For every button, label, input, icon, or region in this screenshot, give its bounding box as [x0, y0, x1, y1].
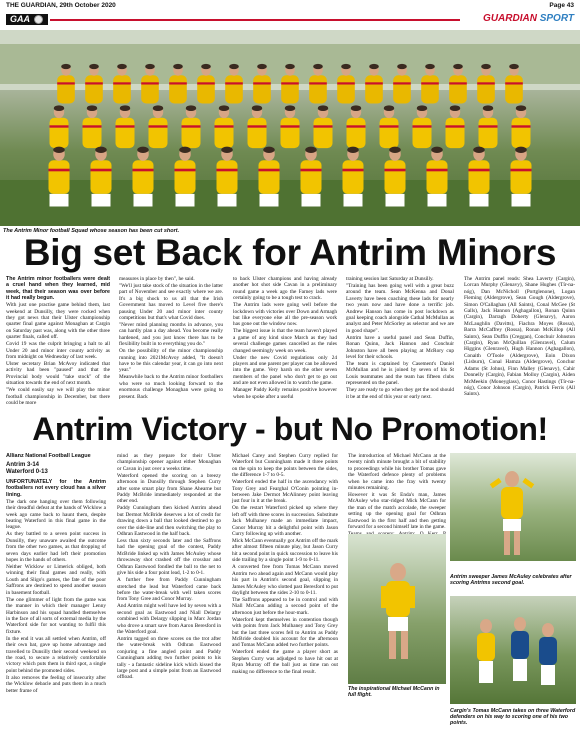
headline-victory: Antrim Victory - but No Promotion!	[32, 411, 548, 447]
mccann-player-figure	[348, 534, 446, 684]
article-paragraph: The biggest issue is that the team haven't played a game of any kind since March as they had several challenge games cancelled as the rules changed seemingly week on week.	[233, 328, 337, 354]
article-paragraph: Meanwhile back to the Antrim minor footballers who were so much looking forward to the enormous challenge Monaghan were going to present. Back	[119, 374, 223, 400]
article-paragraph: mind as they prepare for their Ulster championship opener against either Monaghan or Cavan in just over a weeks time.	[117, 453, 221, 472]
story1-column-3	[233, 276, 337, 408]
article-paragraph: to back Ulster champions and having already another hot shot side Cavan in a preliminary round game a week ago the Farney lads were certainly going to be a tough test to crack.	[233, 276, 337, 302]
article-paragraph: Under the new Covid regulations only 24 players and one parent per player can be allowed into the game. Very harsh on the other seven members of the panel who don't get to go out and are not even allowed in to watch the game.	[233, 354, 337, 387]
squad-player	[427, 147, 448, 207]
section-banner	[0, 12, 580, 28]
story1-column-4	[346, 276, 454, 408]
article-paragraph: "Training has been going well with a great buzz around the team. Sean McKenna and Donal Laverty have been coaching these lads for nearly two years now and have done a terrific job. Andrew Hanson has come in post lockdown as goal keeping coach alongside Cathal McMullan as analyst and Peter McSorley as selector and we are in good shape".	[346, 283, 454, 334]
squad-player	[182, 105, 201, 148]
squad-player	[380, 105, 399, 148]
mcauley-photo-caption: Antrim sweeper James McAuley celebrates after scoring Antrims second goal.	[450, 574, 572, 587]
story2-column-3	[232, 453, 338, 735]
mcauley-player-figure	[450, 453, 576, 561]
squad-player	[215, 105, 234, 148]
squad-player	[385, 147, 406, 207]
squad-player	[512, 105, 531, 148]
photo-james-mcauley	[450, 453, 576, 561]
article-paragraph: The one glimmer of light from the game was the manner in which their manager Lenny Harbinson and his squad handled themselves in the face of all sorts of external media by the Waterford side for not wanting to fulfil this fixture.	[6, 596, 106, 635]
article-paragraph: Waterford kept themselves in contention though with points from Jack Mulhaney and Tony Grey but the last three scores fell to Antrim as Paddy McBride doubled his account for the afternoon and Tomas McCann added two further points.	[232, 616, 338, 649]
squad-player	[248, 105, 267, 148]
photo-michael-mccann	[348, 534, 446, 684]
squad-player	[413, 105, 432, 148]
headline-minors: Big set Back for Antrim Minors	[23, 232, 557, 273]
photo-tomas-mccann	[450, 596, 576, 704]
story1-column-2	[119, 276, 223, 408]
page-number: Page 43	[549, 2, 574, 9]
article-paragraph: As they battled to a seven point success in Dunsilly, they unaware awaited the outcome from the other two games, as that dropping of seven days earlier had left their promotion hopes in the hands of others.	[6, 531, 106, 564]
article-paragraph: The introduction of Michael McCann at the twenty ninth minute brought a bit of stability to proceedings while his brother Tomas gave the Waterford defence plenty of problems when he came into the fray with twenty minutes remaining.	[348, 453, 446, 492]
article-paragraph: However it was St Enda's man, James McAuley who star-ridged Mick McCann for the man of the match accolade, the sweeper setting up the opening goal for Odhran Eastwood in the first half and then getting forward for a second himself late in the game.	[348, 492, 446, 531]
story1-column-5	[464, 276, 575, 408]
article-paragraph: A converted free from Tomas McCann moved Antrim two ahead again and McCann would play his part in Antrim's second goal, slipping in James McAuley who slotted past Beresford to put daylight between the sides 2-10 to 0-11.	[232, 564, 338, 596]
gaa-logo-text: GAA	[10, 14, 30, 24]
squad-player	[347, 105, 366, 148]
squad-player	[175, 147, 196, 207]
article-paragraph: Covid 19 was the culprit bringing a halt to all Under 20 and minor inter county activity as from midnight on Wednesday of last week.	[6, 341, 110, 361]
article-paragraph: The Saffrons appeared to be in control and with Niall McCann adding a second point of the afternoon just before the hour-mark.	[232, 596, 338, 616]
article-paragraph: The Antrim minor footballers were dealt a cruel hand when they learned, mid week, that their season was over before it had really begun.	[6, 276, 110, 302]
gaa-logo	[6, 14, 48, 25]
story2-column-1	[6, 479, 106, 735]
score-waterford: Waterford 0-13	[6, 469, 48, 475]
squad-player	[50, 105, 69, 148]
top-bar	[0, 0, 580, 12]
article-paragraph: Ulster secretary Brian McAvoy indicated that activity had been "paused" and that the Provincial body would "take stock" of the situation towards the end of next month.	[6, 361, 110, 387]
squad-player	[217, 147, 238, 207]
story2-column-2	[117, 453, 221, 735]
article-paragraph: Waterford ended the half in the ascendancy with Tony Grey and Fearghal O'Conin pointing in-between Jake Dermot McAlinney point leaving just four in it at the break.	[232, 479, 338, 505]
article-paragraph: "Never mind planning months in advance, you can hardly plan a day ahead. You become really hardened, and you just know there has to be flexibility built in to everything you do."	[119, 322, 223, 348]
mccann-photo-caption: The inspirational Michael McCann in full flight.	[348, 686, 440, 699]
team-photo	[0, 30, 580, 226]
article-paragraph: Michael Carey and Stephen Curry replied for Waterford but Cunningham made it three points on the spin to keep the points between the sides, the difference 1-7 to 0-5.	[232, 453, 338, 479]
article-paragraph: Antrim tagged on three scores on the trot after the water-break with Odhran Eastwood conjuring a fine angled point and Paddy Cunningham adding two further points to his tally - a fantastic sideline kick which kissed the large post and a simple point from an Eastwood offload.	[117, 635, 221, 681]
article-paragraph: With just one practise game behind them, last weekend at Dunsilly, they were rocked when they got news that their Ulster championship quarter final game against Monaghan at Cargin on Saturday past was, along with the other three quarter finals, called off.	[6, 302, 110, 341]
squad-player	[149, 105, 168, 148]
article-paragraph: The dark one hanging over them following their dreadful defeat at the hands of Wicklow a week ago came back to haunt them, despite beating Waterford in this final game in the league.	[6, 498, 106, 531]
gaa-crest-icon	[34, 15, 43, 24]
article-paragraph: Mick McCann eventually got Antrim off the mark after almost fifteen minute play, but Jason Curry hit a second point in quick succession to leave his side trailing by a single point 1-9 to 0-11.	[232, 538, 338, 564]
article-paragraph: Paddy Cunningham then kicked Antrim ahead but Dermot McBride deserves a lot of credit for drawing down a ball that looked destined to go over the side-line and then switching the play to Odhran Eastwood in the half back.	[117, 505, 221, 538]
article-paragraph: Waterford ended the game a player short as Stephen Curry was adjudged to have hit out at Ryan Murray off the ball just as time ran out making no difference to the final result.	[232, 649, 338, 675]
squad-player	[446, 105, 465, 148]
banner-rule	[50, 19, 460, 21]
squad-player	[133, 147, 154, 207]
squad-player	[259, 147, 280, 207]
squad-player	[91, 147, 112, 207]
article-paragraph: measures in place by then", he said.	[119, 276, 195, 282]
score-antrim: Antrim 3-14	[6, 462, 40, 468]
article-paragraph: The Antrim panel reads: Shea Laverty (Cargin), Lorcan Murphy (Glenavy), Shane Hughes (Tír-na-nóg), Dan McNicholl (Portglenone), Logan Fleming (Aldergrove), Sean Gough (Aldergrove), Simon O'Callaghan (All Saints), Conal McGee (St Galls), Jack Hannon (Aghagallon), Ronan Quinn (Cargin), Darragh Doherty (Glenavy), Aaron McLaughlin (Davitts), Fiachra Moyes (Rossa), Barra McCaffrey (Rossa), Ronan McKillop (All Saints), Sean Duffin (Creggan), Conchuir Johnston (Cargin), Ryan McQuillan (Glenravel), Calum Higgins (Glenravel), Hugh Hannon (Aghagallon), Conaith O'Toole (Aldergrove), Eoin Dixon (Lisburn), Conal Hamza (Aldergrove), Conchur Adams (St Johns), Finn Malley (Glenavy), Cahir Donnelly (Cargin), Fabian Molloy (Cargin), Aiden McMeekin (Moneyglass), Conor Hastings (Tír-na-nóg), Conor Johnson (Cargin), Patrick Ferris (All Saints).	[464, 276, 575, 398]
article-paragraph: On the restart Waterford picked up where they left off with three scores in succession. Substitute Jack Mulhaney made an immediate impact, Conor Murray hit a delightful point with Jason Curry following up with another.	[232, 505, 338, 538]
brand-guardian: GUARDIAN	[483, 13, 537, 24]
tomas-mccann-action-figure	[450, 596, 576, 704]
story2-column-4	[348, 453, 446, 533]
squad-player	[469, 147, 490, 207]
tomas-mccann-photo-caption: Cargin's Tomas McCann takes on three Waterford defenders on his way to scoring one of his two points.	[450, 708, 576, 727]
league-label: Allianz National Football League	[6, 453, 91, 459]
publication-date: THE GUARDIAN, 29th October 2020	[6, 2, 116, 9]
squad-player	[343, 147, 364, 207]
article-paragraph: UNFORTUNATELY for the Antrim footballers not every cloud has a silver lining.	[6, 479, 106, 498]
squad-player	[49, 147, 70, 207]
article-paragraph: training session last Saturday at Dunsilly.	[346, 276, 434, 282]
brand-sport: SPORT	[539, 13, 574, 24]
article-paragraph: In the end it was all settled when Antrim, off their own bat, gave up home advantage and travelled to Dunsilly their second weekend on the road, to secure a relatively comfortable victory which puts them in third spot, a single point behind the promoted sides.	[6, 635, 106, 674]
article-paragraph: It also removes the feeling of insecurity after the Wicklow debacle and puts them in a much better frame of	[6, 674, 106, 694]
article-paragraph: And Antrim might well have led by seven with a second goal as Eastwood and Niall Delargy combined with Delargy slipping in Marc Jordan who drove a smart save from Aaron Beresford in the Waterford goal.	[117, 603, 221, 635]
squad-player	[281, 105, 300, 148]
squad-player	[83, 105, 102, 148]
article-paragraph: The Antrim lads were going well before the lockdown with victories over Down and Armagh but like everyone else all the pre-season work has gone out the window now.	[233, 302, 337, 328]
article-paragraph: On the possibility of the minor championship running into 2021McAvoy added, "It doesn't have to be this calendar year, it can go into next year."	[119, 348, 223, 374]
guardian-sport-logo	[483, 13, 574, 24]
team-photo-image	[0, 30, 580, 226]
article-paragraph: "We'll just take stock of the situation in the latter part of November and see exactly where we are. It's a big shock to us all that the Irish Government has moved to Level five there's pausing Under 20 and minor inter county competitions but that's what Covid does.	[119, 283, 223, 322]
article-paragraph: Manager Paddy Kelly remains positive however when he spoke after a useful	[233, 387, 337, 400]
story1-column-1	[6, 276, 110, 408]
article-paragraph: The team is captained by Casement's Daniel McMullan and he is joined by seven of his St Louis teammates and the team has fifteen clubs represented on the panel.	[346, 361, 454, 387]
article-paragraph: A further free from Paddy Cunningham stretched the lead but Waterford came back before the water-break with well taken scores from Tony Gree and Conor Murray.	[117, 577, 221, 603]
article-paragraph: Less than sixty seconds later and the Saffrons had the opening goal of the contest, Paddy McBride linked up with James McAuley whose throwaway shot crashed off the crossbar and Odhran Eastwood fondled the ball to the net to give his side a four point lead, 1-2 to 0-1.	[117, 538, 221, 577]
team-photo-caption: The Antrim Minor football Squad whose season has been cut short.	[3, 228, 180, 234]
article-paragraph: They are ready to go when they get the nod should it be at the end of this year or early next.	[346, 387, 454, 400]
article-paragraph: "We could easily say we will play the minor football championship in December, but there could be more	[6, 387, 110, 407]
squad-player	[479, 105, 498, 148]
squad-player	[116, 105, 135, 148]
article-paragraph: Neither Wicklow or Limerick obliged, both winning their final games and really, with Louth and Sligo's games, the fate of the poor Saffrons are destined to spend another season in basement football.	[6, 564, 106, 596]
squad-player	[511, 147, 532, 207]
article-paragraph: Antrim have a useful panel and Sean Duffin, Ronan Quinn, Jack Hannon and Conchuir Johnston have all been playing at McRory cup level for their schools.	[346, 334, 454, 361]
squad-player	[301, 147, 322, 207]
squad-player	[314, 105, 333, 148]
article-paragraph: Waterford opened the scoring on a breezy afternoon in Dunsilly through Stephen Curry after some smart play from Shane Ahearne but Paddy McBride immediately responded at the other end.	[117, 472, 221, 505]
